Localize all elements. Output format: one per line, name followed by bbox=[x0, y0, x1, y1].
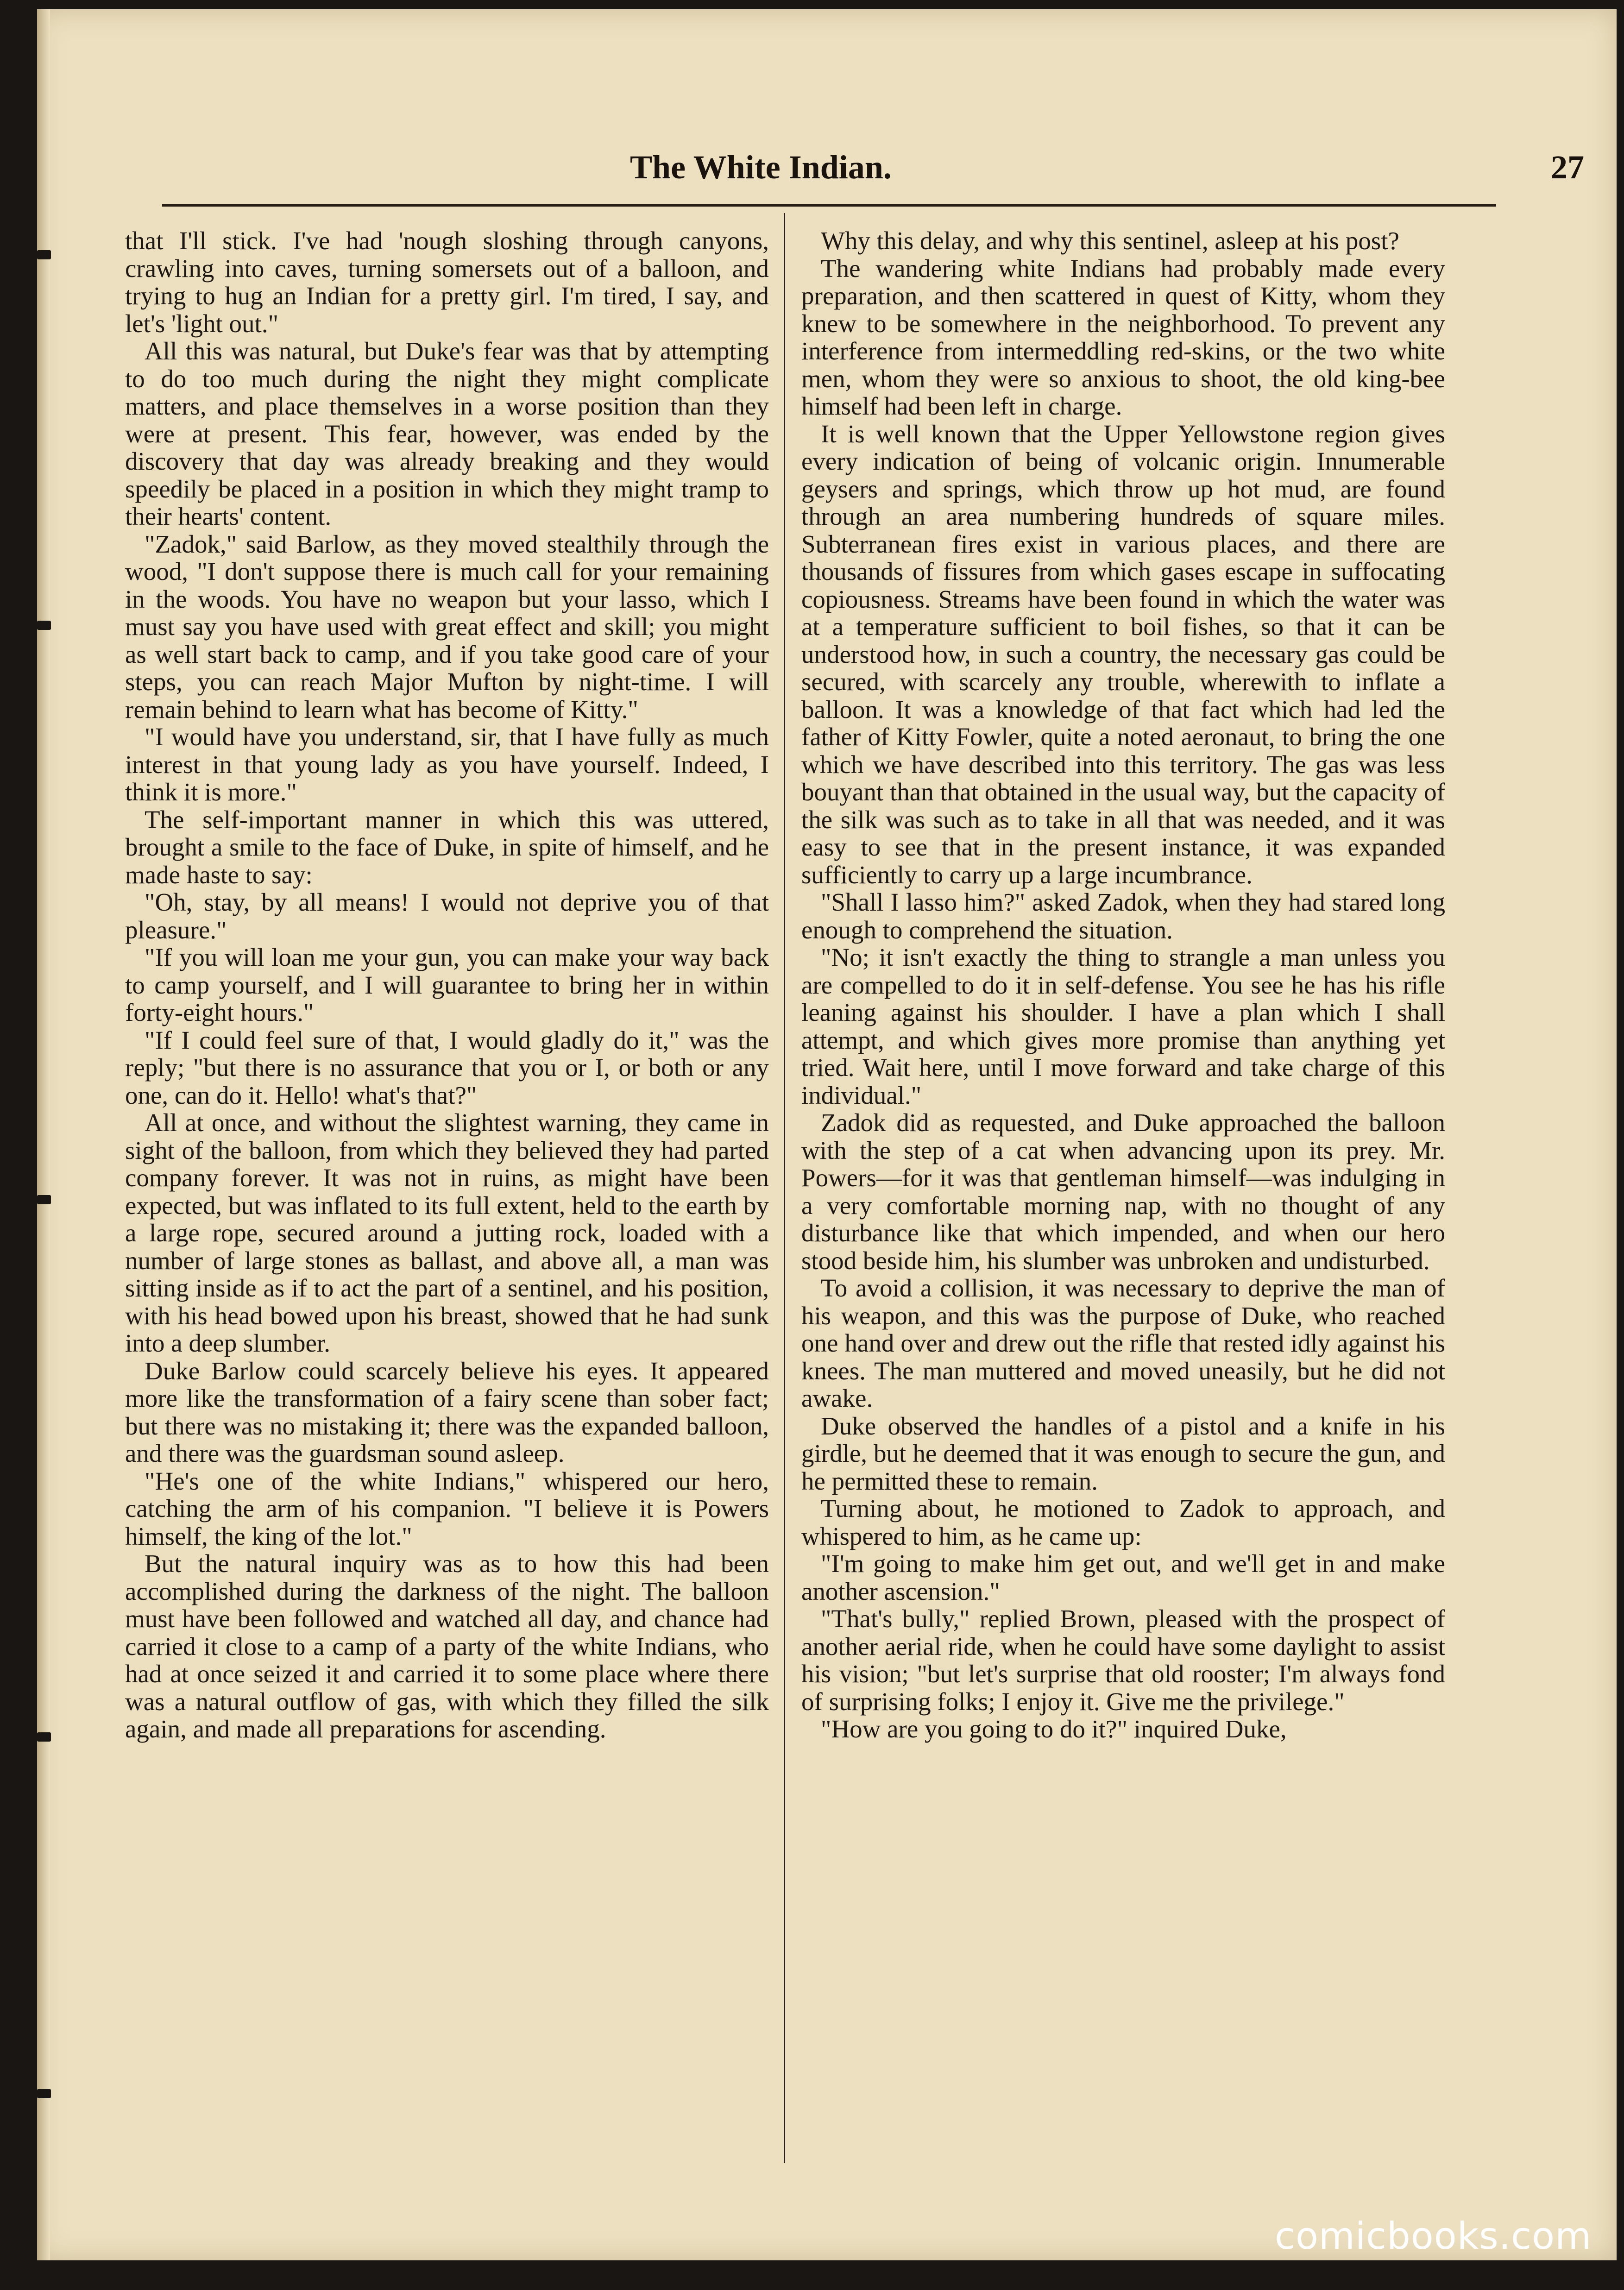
paragraph: To avoid a collision, it was necessary to deprive the man of his weapon, and this was the purpose of Duke, who reached one hand over and drew out the rifle that rested idly against his knees. The man muttered and moved uneasily, but he did not awake. bbox=[801, 1274, 1445, 1412]
paragraph: "If you will loan me your gun, you can make your way back to camp yourself, and I will guarantee to bring her in within forty-eight hours." bbox=[125, 943, 769, 1026]
paragraph: "I'm going to make him get out, and we'll get in and make another ascension." bbox=[801, 1549, 1445, 1605]
book-page bbox=[37, 9, 1617, 2260]
paragraph: that I'll stick. I've had 'nough sloshing through canyons, crawling into caves, turning somersets out of a balloon, and trying to hug an Indian for a pretty girl. I'm tired, I say, and let's 'light out." bbox=[125, 226, 769, 338]
binding-staple bbox=[37, 250, 51, 259]
paragraph: The wandering white Indians had probably made every preparation, and then scattered in quest of Kitty, whom they knew to be somewhere in the neighborhood. To prevent any interference from intermeddling red-skins, or the two white men, whom they were so anxious to shoot, the old king-bee himself had been left in charge. bbox=[801, 254, 1445, 420]
paragraph: Turning about, he motioned to Zadok to approach, and whispered to him, as he came up: bbox=[801, 1494, 1445, 1550]
paragraph: It is well known that the Upper Yellowstone region gives every indication of being of volcanic origin. Innumerable geysers and springs, which throw up hot mud, are found through an area numbering hundreds of square miles. Subterranean fires exist in various places, and there are thousands of fissures from which gases escape in suffocating copiousness. Streams have been found in which the water was at a temperature sufficient to boil fishes, so that it can be understood how, in such a country, the necessary gas could be secured, with scarcely any trouble, wherewith to inflate a balloon. It was a knowledge of that fact which had led the father of Kitty Fowler, quite a noted aeronaut, to bring the one which we have described into this territory. The gas was less bouyant than that obtained in the usual way, but the capacity of the silk was such as to take in all that was needed, and it was easy to see that in the present instance, it was expanded sufficiently to carry up a large incumbrance. bbox=[801, 419, 1445, 889]
page-spine bbox=[37, 9, 50, 2260]
right-column bbox=[801, 227, 1445, 1743]
paragraph: "No; it isn't exactly the thing to strangle a man unless you are compelled to do it in self-defense. You see he has his rifle leaning against his shoulder. I have a plan which I shall attempt, and which gives more promise than anything yet tried. Wait here, until I move forward and take charge of this individual." bbox=[801, 943, 1445, 1109]
binding-staple bbox=[37, 621, 51, 630]
paragraph: "He's one of the white Indians," whispered our hero, catching the arm of his companion. "I believe it is Powers himself, the king of the lot." bbox=[125, 1466, 769, 1550]
paragraph: The self-important manner in which this was uttered, brought a smile to the face of Duke, in spite of himself, and he made haste to say: bbox=[125, 805, 769, 889]
paragraph: All at once, and without the slightest warning, they came in sight of the balloon, from which they believed they had parted company forever. It was not in ruins, as might have been expected, but was inflated to its full extent, held to the earth by a large rope, secured around a jutting rock, loaded with a number of large stones as ballast, and above all, a man was sitting inside as if to act the part of a sentinel, and his position, with his head bowed upon his breast, showed that he had sunk into a deep slumber. bbox=[125, 1108, 769, 1357]
page-number: 27 bbox=[1551, 149, 1584, 186]
paragraph: But the natural inquiry was as to how this had been accomplished during the darkness of the night. The balloon must have been followed and watched all day, and chance had carried it close to a camp of a party of the white Indians, who had at once seized it and carried it to some place where there was a natural outflow of gas, with which they filled the silk again, and made all preparations for ascending. bbox=[125, 1549, 769, 1743]
paragraph: "How are you going to do it?" inquired Duke, bbox=[821, 1715, 1287, 1743]
paragraph: "Shall I lasso him?" asked Zadok, when they had stared long enough to comprehend the situation. bbox=[801, 888, 1445, 944]
paragraph: "I would have you understand, sir, that I have fully as much interest in that young lady as you have yourself. Indeed, I think it is more." bbox=[125, 723, 769, 806]
paragraph: Zadok did as requested, and Duke approached the balloon with the step of a cat when advancing upon its prey. Mr. Powers—for it was that gentleman himself—was indulging in a very comfortable morning nap, with no thought of any disturbance like that which impended, and when our hero stood beside him, his slumber was unbroken and undisturbed. bbox=[801, 1108, 1445, 1275]
watermark: comicbooks.com bbox=[1274, 2215, 1592, 2258]
paragraph: "Zadok," said Barlow, as they moved stealthily through the wood, "I don't suppose there is much call for your remaining in the woods. You have no weapon but your lasso, which I must say you have used with great effect and skill; you might as well start back to camp, and if you take good care of your steps, you can reach Major Mufton by night-time. I will remain behind to learn what has become of Kitty." bbox=[125, 529, 769, 723]
binding-staple bbox=[37, 1195, 51, 1204]
binding-staple bbox=[37, 2089, 51, 2098]
paragraph: Why this delay, and why this sentinel, asleep at his post? bbox=[821, 226, 1399, 255]
paragraph: Duke Barlow could scarcely believe his eyes. It appeared more like the transformation of a fairy scene than sober fact; but there was no mistaking it; there was the expanded balloon, and there was the guardsman sound asleep. bbox=[125, 1356, 769, 1467]
paragraph: All this was natural, but Duke's fear was that by attempting to do too much during the night they might complicate matters, and place themselves in a worse position than they were at present. This fear, however, was ended by the discovery that day was already breaking and they would speedily be placed in a position in which they might tramp to their hearts' content. bbox=[125, 337, 769, 530]
binding-staple bbox=[37, 1732, 51, 1742]
paragraph: "That's bully," replied Brown, pleased with the prospect of another aerial ride, when he could have some daylight to assist his vision; "but let's surprise that old rooster; I'm always fond of surprising folks; I enjoy it. Give me the privilege." bbox=[801, 1604, 1445, 1716]
paragraph: "If I could feel sure of that, I would gladly do it," was the reply; "but there is no assurance that you or I, or both or any one, can do it. Hello! what's that?" bbox=[125, 1025, 769, 1109]
running-title: The White Indian. bbox=[630, 149, 892, 186]
paragraph: "Oh, stay, by all means! I would not deprive you of that pleasure." bbox=[125, 888, 769, 944]
paragraph: Duke observed the handles of a pistol and a knife in his girdle, but he deemed that it was enough to secure the gun, and he permitted these to remain. bbox=[801, 1411, 1445, 1495]
header-rule bbox=[162, 204, 1496, 207]
left-column bbox=[125, 227, 769, 1743]
column-divider bbox=[784, 213, 785, 2163]
